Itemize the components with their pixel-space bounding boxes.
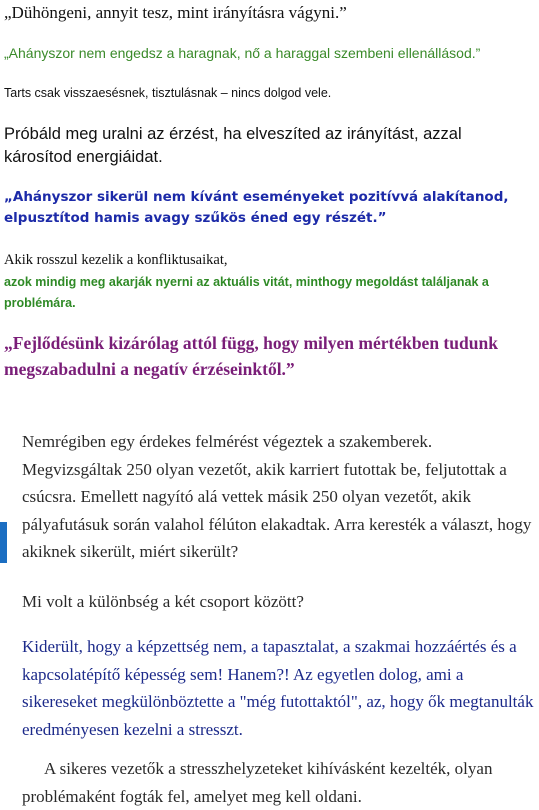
line-3: Tarts csak visszaesésnek, tisztulásnak – nincs dolgod vele. — [4, 86, 331, 100]
quote-5: „Ahányszor sikerül nem kívánt eseményeket pozitívvá alakítanod, elpusztítod hamis avagy szűkös éned egy részét.” — [4, 187, 534, 229]
article-paragraph-3 — [44, 755, 534, 810]
article-paragraph-1: Nemrégiben egy érdekes felmérést végeztek a szakemberek. Megvizsgáltak 250 olyan vezetőt, akik karriert futottak be, feljutottak a csúcsra. Emellett nagyító alá vettek másik 250 olyan vezetőt, akik pályafutásuk során valahol félúton elakadtak. Arra keresték a választ, hogy akiknek sikerült, miért sikerült? — [22, 428, 536, 566]
quote-7: „Fejlődésünk kizárólag attól függ, hogy milyen mértékben tudunk megszabadulni a negatív érzéseinktől.” — [4, 330, 534, 382]
article-paragraph-2: Mi volt a különbség a két csoport között? — [22, 592, 304, 612]
accent-bar — [0, 522, 7, 563]
paragraph-6-rest: azok mindig meg akarják nyerni az aktuális vitát, minthogy megoldást találjanak a problémára. — [4, 272, 534, 314]
article-highlight: Kiderült, hogy a képzettség nem, a tapasztalat, a szakmai hozzáértés és a kapcsolatépítő képesség sem! Hanem?! Az egyetlen dolog, ami a sikereseket megkülönböztette a "még futottaktól", az, hogy ők megtanulták eredményesen kezelni a stresszt. — [22, 633, 536, 743]
quote-1: „Dühöngeni, annyit tesz, mint irányításra vágyni.” — [4, 3, 347, 23]
article-paragraph-3-line-2: problémaként fogták fel, amelyet meg kell oldani. — [44, 783, 534, 810]
paragraph-4: Próbáld meg uralni az érzést, ha elveszíted az irányítást, azzal károsítod energiáidat. — [4, 123, 534, 169]
paragraph-6-intro: Akik rosszul kezelik a konfliktusaikat, — [4, 252, 228, 269]
quote-2: „Ahányszor nem engedsz a haragnak, nő a haraggal szembeni ellenállásod.” — [4, 45, 480, 61]
article-paragraph-3-line-1: A sikeres vezetők a stresszhelyzeteket kihívásként kezelték, olyan — [44, 755, 534, 783]
